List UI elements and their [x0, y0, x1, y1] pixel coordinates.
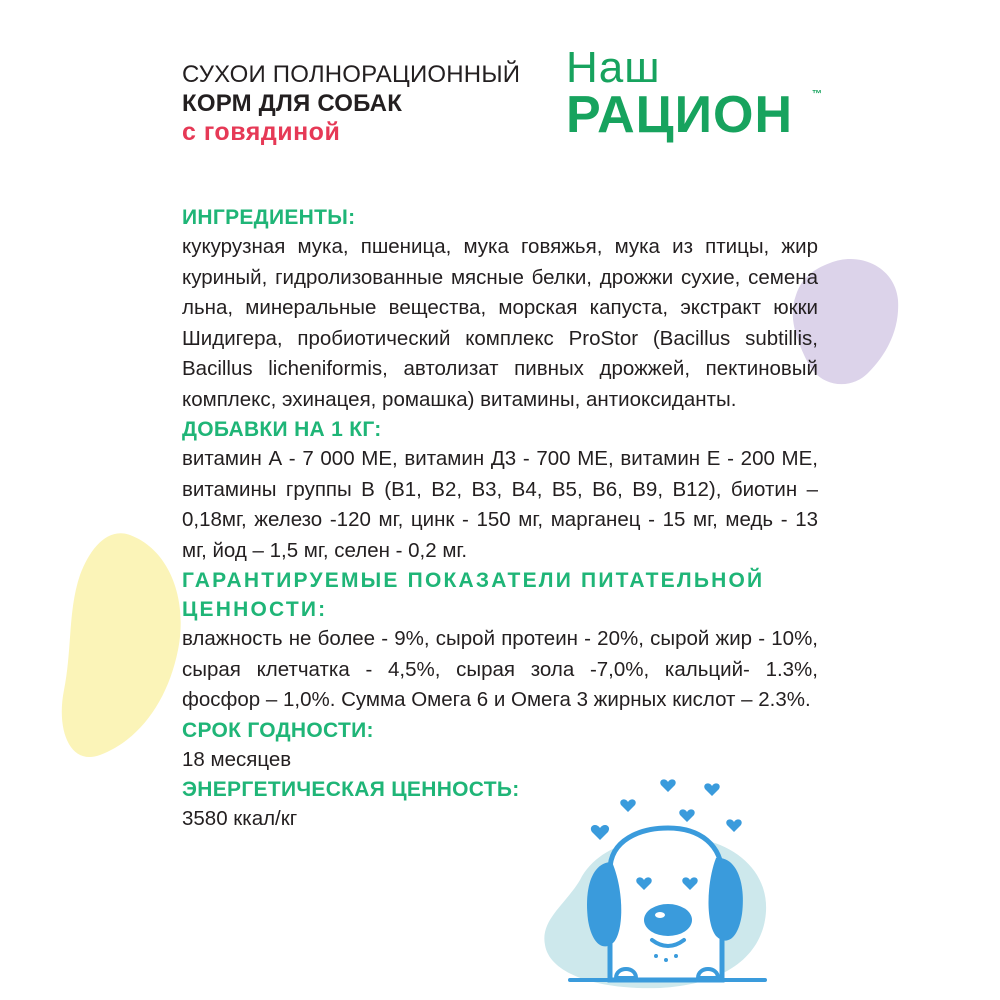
- nutrition-text: влажность не более - 9%, сырой протеин - 20%, сырой жир - 10%, сырая клетчатка - 4,5%, сырая зола -7,0%, кальций- 1.3%, фосфор – 1,0%. Сумма Омега 6 и Омега 3 жирных кислот – 2.3%.: [182, 627, 818, 711]
- ingredients-text: кукурузная мука, пшеница, мука говяжья, мука из птицы, жир куриный, гидролизованные мясные белки, дрожжи сухие, семена льна, минеральные вещества, морская капуста, экстракт юкки Шидигера, пробиотический комплекс ProStor (Bacillus subtillis, Bacillus licheniformis, автолизат пивных дрожжей, пектиновый комплекс, эхинацея, ромашка) витамины, антиоксиданты.: [182, 235, 818, 411]
- ingredients-heading: ИНГРЕДИЕНТЫ:: [182, 206, 356, 229]
- section-ingredients: [182, 203, 818, 415]
- brand-logo-main: РАЦИОН: [566, 86, 794, 144]
- shelf-life-text: 18 месяцев: [182, 747, 292, 771]
- brand-logo: [566, 43, 822, 144]
- section-shelf-life: [182, 716, 818, 776]
- trademark-sign: ™: [812, 89, 822, 100]
- nutrition-heading: ГАРАНТИРУЕМЫЕ ПОКАЗАТЕЛИ ПИТАТЕЛЬНОЙ ЦЕННОСТИ:: [182, 569, 765, 621]
- yellow-blob-decoration: [60, 530, 190, 760]
- energy-text: 3580 ккал/кг: [182, 807, 298, 830]
- section-nutrition: [182, 566, 818, 716]
- product-title-line-1: СУХОИ ПОЛНОРАЦИОННЫЙ: [182, 61, 521, 88]
- section-additives: [182, 415, 818, 566]
- energy-heading: ЭНЕРГЕТИЧЕСКАЯ ЦЕННОСТЬ:: [182, 778, 520, 801]
- product-title-line-2: КОРМ ДЛЯ СОБАК: [182, 90, 403, 117]
- product-flavor: с говядиной: [182, 118, 341, 146]
- composition-text: [182, 203, 818, 835]
- additives-heading: ДОБАВКИ НА 1 КГ:: [182, 418, 382, 441]
- product-title: [182, 60, 520, 147]
- brand-logo-top: Наш: [566, 43, 661, 92]
- dog-illustration: [540, 770, 780, 995]
- additives-text: витамин А - 7 000 МЕ, витамин Д3 - 700 МЕ, витамин Е - 200 МЕ, витамины группы В (В1, В2, В3, В4, В5, В6, В9, В12), биотин – 0,18мг, железо -120 мг, цинк - 150 мг, марганец - 15 мг, медь - 13 мг, йод – 1,5 мг, селен - 0,2 мг.: [182, 447, 818, 562]
- shelf-life-heading: СРОК ГОДНОСТИ:: [182, 718, 374, 742]
